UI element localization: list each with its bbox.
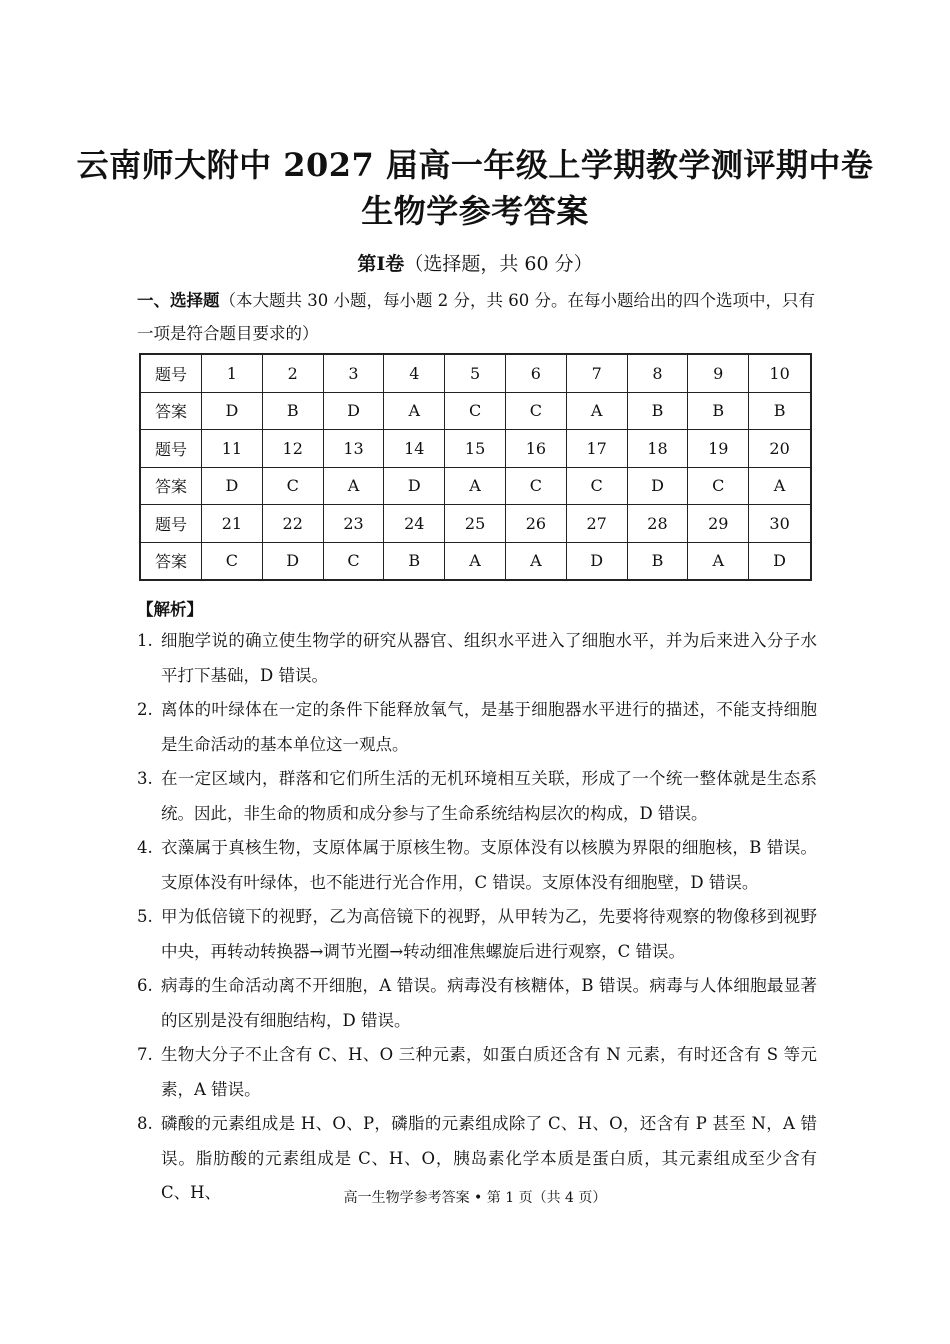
answer-cell: A bbox=[505, 542, 566, 580]
answer-cell: C bbox=[566, 467, 627, 505]
question-number-cell: 9 bbox=[688, 354, 749, 392]
analysis-item-text: 生物大分子不止含有 C、H、O 三种元素，如蛋白质还含有 N 元素，有时还含有 S 等元素，A 错误。 bbox=[161, 1045, 817, 1099]
question-number-cell: 20 bbox=[749, 430, 811, 468]
analysis-item-number: 2. bbox=[137, 700, 153, 719]
answer-cell: C bbox=[505, 392, 566, 430]
question-number-cell: 1 bbox=[202, 354, 263, 392]
analysis-item bbox=[137, 831, 817, 900]
question-number-cell: 10 bbox=[749, 354, 811, 392]
question-number-cell: 16 bbox=[505, 430, 566, 468]
answer-cell: B bbox=[688, 392, 749, 430]
answer-cell: A bbox=[688, 542, 749, 580]
row-label-answer: 答案 bbox=[140, 542, 202, 580]
answer-cell: C bbox=[505, 467, 566, 505]
question-number-cell: 27 bbox=[566, 505, 627, 543]
answer-cell: A bbox=[384, 392, 445, 430]
table-row-numbers bbox=[140, 505, 811, 543]
answer-cell: D bbox=[262, 542, 323, 580]
analysis-item-number: 1. bbox=[137, 631, 153, 650]
section-heading-rest: （选择题，共 60 分） bbox=[404, 253, 593, 275]
question-number-cell: 8 bbox=[627, 354, 688, 392]
answer-cell: B bbox=[384, 542, 445, 580]
row-label-number: 题号 bbox=[140, 505, 202, 543]
question-number-cell: 22 bbox=[262, 505, 323, 543]
page-title: 云南师大附中 2027 届高一年级上学期教学测评期中卷 bbox=[76, 146, 874, 184]
analysis-item-text: 衣藻属于真核生物，支原体属于原核生物。支原体没有以核膜为界限的细胞核，B 错误。支原体没有叶绿体，也不能进行光合作用，C 错误。支原体没有细胞壁，D 错误。 bbox=[161, 838, 817, 892]
instruction-rest: （本大题共 30 小题，每小题 2 分，共 60 分。在每小题给出的四个选项中，只有一项是符合题目要求的） bbox=[137, 291, 815, 343]
analysis-item-text: 在一定区域内，群落和它们所生活的无机环境相互关联，形成了一个统一整体就是生态系统。因此，非生命的物质和成分参与了生命系统结构层次的构成，D 错误。 bbox=[161, 769, 817, 823]
analysis-item bbox=[137, 762, 817, 831]
question-number-cell: 19 bbox=[688, 430, 749, 468]
answer-cell: A bbox=[566, 392, 627, 430]
page-footer: 高一生物学参考答案 • 第 1 页（共 4 页） bbox=[343, 1190, 607, 1206]
row-label-answer: 答案 bbox=[140, 392, 202, 430]
analysis-item-text: 甲为低倍镜下的视野，乙为高倍镜下的视野，从甲转为乙，先要将待观察的物像移到视野中央，再转动转换器→调节光圈→转动细准焦螺旋后进行观察，C 错误。 bbox=[161, 907, 817, 961]
table-row-answers bbox=[140, 467, 811, 505]
analysis-list bbox=[137, 624, 817, 1211]
question-number-cell: 3 bbox=[323, 354, 384, 392]
question-number-cell: 18 bbox=[627, 430, 688, 468]
table-row-numbers bbox=[140, 430, 811, 468]
answer-cell: D bbox=[566, 542, 627, 580]
question-number-cell: 6 bbox=[505, 354, 566, 392]
answer-cell: C bbox=[262, 467, 323, 505]
question-number-cell: 12 bbox=[262, 430, 323, 468]
analysis-item-text: 磷酸的元素组成是 H、O、P，磷脂的元素组成除了 C、H、O，还含有 P 甚至 N，A 错误。脂肪酸的元素组成是 C、H、O，胰岛素化学本质是蛋白质，其元素组成至少含有 C、H、 bbox=[161, 1114, 817, 1202]
answer-cell: A bbox=[323, 467, 384, 505]
answer-cell: B bbox=[627, 392, 688, 430]
question-number-cell: 14 bbox=[384, 430, 445, 468]
answer-cell: A bbox=[445, 467, 506, 505]
answer-cell: B bbox=[749, 392, 811, 430]
answer-cell: C bbox=[688, 467, 749, 505]
question-number-cell: 13 bbox=[323, 430, 384, 468]
analysis-item-text: 病毒的生命活动离不开细胞，A 错误。病毒没有核糖体，B 错误。病毒与人体细胞最显著的区别是没有细胞结构，D 错误。 bbox=[161, 976, 817, 1030]
question-number-cell: 24 bbox=[384, 505, 445, 543]
answer-cell: D bbox=[323, 392, 384, 430]
question-number-cell: 15 bbox=[445, 430, 506, 468]
answer-cell: B bbox=[262, 392, 323, 430]
row-label-number: 题号 bbox=[140, 430, 202, 468]
question-number-cell: 26 bbox=[505, 505, 566, 543]
table-row-numbers bbox=[140, 354, 811, 392]
answer-cell: D bbox=[202, 392, 263, 430]
question-number-cell: 25 bbox=[445, 505, 506, 543]
answer-cell: D bbox=[627, 467, 688, 505]
question-number-cell: 17 bbox=[566, 430, 627, 468]
analysis-item-number: 8. bbox=[137, 1114, 153, 1133]
table-row-answers bbox=[140, 542, 811, 580]
instruction-paragraph bbox=[137, 284, 817, 350]
row-label-answer: 答案 bbox=[140, 467, 202, 505]
question-number-cell: 30 bbox=[749, 505, 811, 543]
instruction-strong: 一、选择题 bbox=[137, 291, 220, 310]
row-label-number: 题号 bbox=[140, 354, 202, 392]
analysis-item-number: 5. bbox=[137, 907, 153, 926]
analysis-item-text: 细胞学说的确立使生物学的研究从器官、组织水平进入了细胞水平，并为后来进入分子水平打下基础，D 错误。 bbox=[161, 631, 817, 685]
answer-cell: C bbox=[202, 542, 263, 580]
answer-cell: D bbox=[749, 542, 811, 580]
answer-cell: C bbox=[323, 542, 384, 580]
answer-table bbox=[139, 353, 812, 581]
answer-cell: D bbox=[384, 467, 445, 505]
answer-cell: B bbox=[627, 542, 688, 580]
question-number-cell: 23 bbox=[323, 505, 384, 543]
analysis-item bbox=[137, 693, 817, 762]
analysis-item-number: 3. bbox=[137, 769, 153, 788]
analysis-heading: 【解析】 bbox=[137, 600, 203, 619]
answer-cell: A bbox=[749, 467, 811, 505]
question-number-cell: 7 bbox=[566, 354, 627, 392]
answer-cell: C bbox=[445, 392, 506, 430]
answer-cell: D bbox=[202, 467, 263, 505]
section-heading-strong: 第Ⅰ卷 bbox=[357, 253, 405, 275]
analysis-item bbox=[137, 1038, 817, 1107]
question-number-cell: 28 bbox=[627, 505, 688, 543]
analysis-item-number: 4. bbox=[137, 838, 153, 857]
question-number-cell: 4 bbox=[384, 354, 445, 392]
section-heading bbox=[0, 249, 950, 276]
answer-cell: A bbox=[445, 542, 506, 580]
question-number-cell: 29 bbox=[688, 505, 749, 543]
analysis-item bbox=[137, 624, 817, 693]
question-number-cell: 21 bbox=[202, 505, 263, 543]
analysis-item-number: 7. bbox=[137, 1045, 153, 1064]
question-number-cell: 2 bbox=[262, 354, 323, 392]
table-row-answers bbox=[140, 392, 811, 430]
analysis-item-text: 离体的叶绿体在一定的条件下能释放氧气，是基于细胞器水平进行的描述，不能支持细胞是生命活动的基本单位这一观点。 bbox=[161, 700, 817, 754]
page-subtitle: 生物学参考答案 bbox=[361, 192, 589, 230]
analysis-item bbox=[137, 969, 817, 1038]
question-number-cell: 5 bbox=[445, 354, 506, 392]
analysis-item bbox=[137, 900, 817, 969]
question-number-cell: 11 bbox=[202, 430, 263, 468]
analysis-item-number: 6. bbox=[137, 976, 153, 995]
